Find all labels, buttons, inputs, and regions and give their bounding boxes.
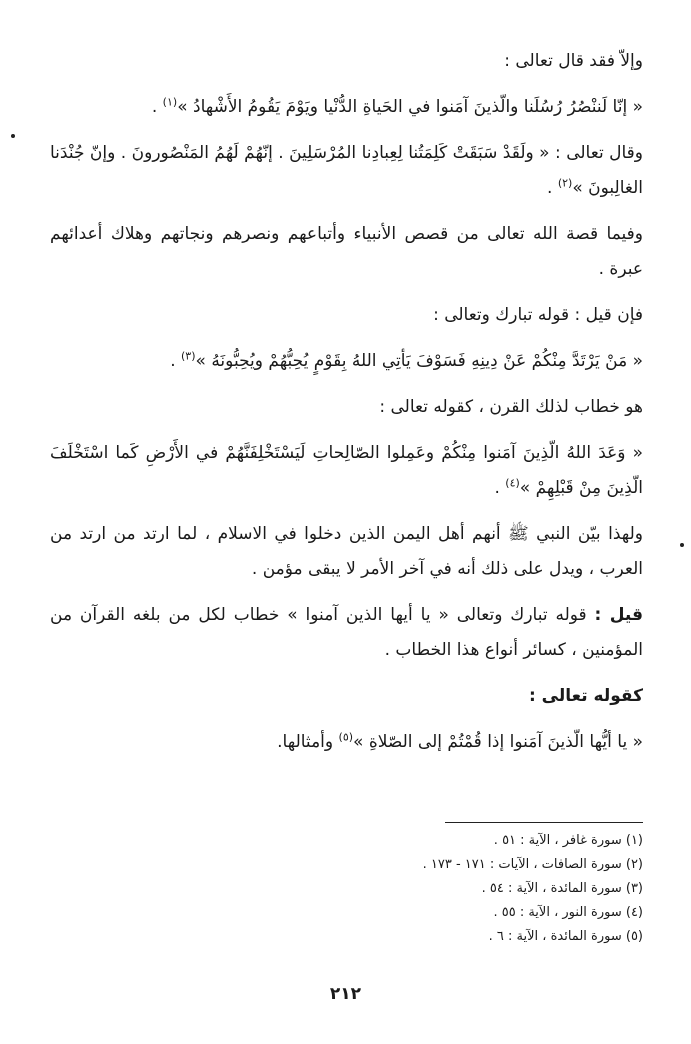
paragraph-text: ولهذا بيّن النبي ﷺ أنهم أهل اليمن الذين دخلوا في الاسلام ، لما ارتد من ارتد من العرب ، ويدل على ذلك أنه في آخر الأمر لا يبقى مؤمن . <box>50 524 643 579</box>
paragraph-text: كقوله تعالى : <box>528 686 643 706</box>
footnote-ref: (١) <box>162 95 178 109</box>
page-number: ٢١٢ <box>329 984 362 1004</box>
quote-text: « مَنْ يَرْتَدَّ مِنْكُمْ عَنْ دِينِهِ فَسَوْفَ يَأتِي اللهُ بِقَوْمٍ يُحِبُّهُمْ ويُحِبُّونَهُ » <box>195 351 643 371</box>
paragraph-lead: قيل : <box>594 605 643 625</box>
footnote-item: (٣) سورة المائدة ، الآية : ٥٤ . <box>481 881 643 896</box>
paragraph-1 <box>50 44 643 79</box>
quran-quote-2 <box>50 344 643 379</box>
footnote-item: (٢) سورة الصافات ، الآيات : ١٧١ - ١٧٣ . <box>422 857 643 872</box>
quote-end: . <box>494 478 500 498</box>
paragraph-text: وقال تعالى : « ولَقَدْ سَبَقَتْ كَلِمَتُنا لِعِبادِنا المُرْسَلِينَ . إنّهُمْ لَهُمُ المَنْصُورونَ . وإنّ جُنْدَنا الغالِبونَ » <box>50 143 643 198</box>
footnote-list <box>422 829 643 949</box>
footnote-ref: (٤) <box>505 476 520 490</box>
quote-text: « وَعَدَ اللهُ الّذِينَ آمَنوا مِنْكُمْ وعَمِلوا الصّالِحاتِ لَيَسْتَخْلِفَنَّهُمْ في الأَرْضِ كَما اسْتَخْلَفَ الّذِينَ مِنْ قَبْلِهِمْ » <box>50 443 643 498</box>
quran-quote-4 <box>50 725 643 760</box>
footnote-ref: (٢) <box>557 176 573 190</box>
footnote-ref: (٣) <box>181 349 196 363</box>
paragraph-text: قوله تبارك وتعالى « يا أيها الذين آمنوا » خطاب لكل من بلغه القرآن من المؤمنين ، كسائر أنواع هذا الخطاب . <box>50 605 643 660</box>
quote-text: « إنّا لَننْصُرُ رُسُلَنا والّذينَ آمَنوا في الحَياةِ الدُّنْيا ويَوْمَ يَقُومُ الأَشْهادُ » <box>177 97 643 117</box>
paragraph-7 <box>50 598 643 668</box>
footnotes <box>422 822 643 949</box>
paragraph-2 <box>50 136 643 206</box>
paragraph-8 <box>50 679 643 714</box>
quote-end: . <box>547 178 553 198</box>
paragraph-6 <box>50 517 643 587</box>
quote-end: . <box>170 351 176 371</box>
quran-quote-1 <box>50 90 643 125</box>
quote-end: . <box>151 97 158 117</box>
page-body <box>50 44 643 771</box>
paragraph-text: هو خطاب لذلك القرن ، كقوله تعالى : <box>379 397 643 417</box>
paragraph-text: فإن قيل : قوله تبارك وتعالى : <box>433 305 643 325</box>
paragraph-4 <box>50 298 643 333</box>
margin-dot <box>11 134 15 138</box>
quran-quote-3 <box>50 436 643 506</box>
footnote-item: (٤) سورة النور ، الآية : ٥٥ . <box>493 905 643 920</box>
paragraph-5 <box>50 390 643 425</box>
margin-dot <box>680 543 684 547</box>
footnote-divider <box>445 822 643 823</box>
quote-end: وأمثالها. <box>277 732 334 752</box>
paragraph-text: وإلاّ فقد قال تعالى : <box>504 51 643 71</box>
paragraph-text: وفيما قصة الله تعالى من قصص الأنبياء وأتباعهم ونصرهم ونجاتهم وهلاك أعدائهم عبرة . <box>50 224 643 279</box>
footnote-item: (١) سورة غافر ، الآية : ٥١ . <box>493 833 643 848</box>
footnote-item: (٥) سورة المائدة ، الآية : ٦ . <box>488 929 643 944</box>
footnote-ref: (٥) <box>338 730 354 744</box>
quote-text: « يا أيُّها الّذينَ آمَنوا إذا قُمْتُمْ إلى الصّلاةِ » <box>353 732 643 752</box>
paragraph-3 <box>50 217 643 287</box>
